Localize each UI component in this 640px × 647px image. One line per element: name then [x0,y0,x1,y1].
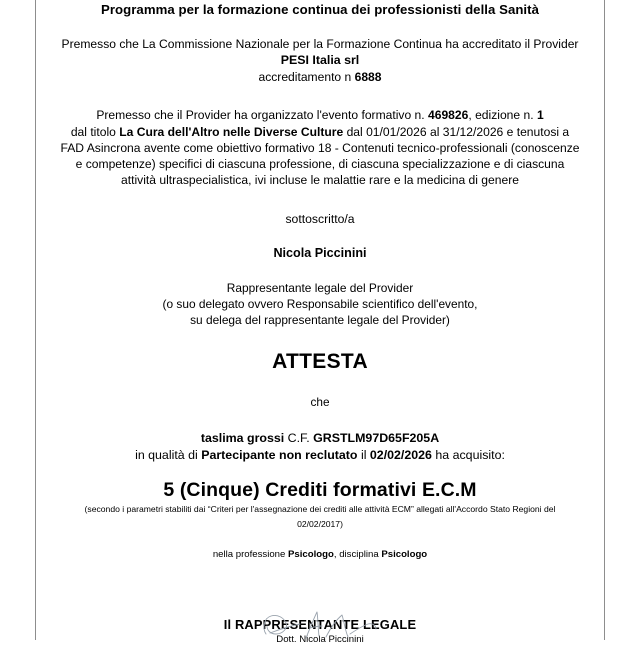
che-label: che [310,394,330,409]
subscriber-label: sottoscritto/a [285,211,355,226]
event-number: 469826 [428,108,469,123]
credits-note-line-2: 02/02/2017) [297,518,343,529]
page-rule-right [604,0,605,640]
spacer [50,189,590,211]
event-line-1-mid: , edizione n. [468,108,537,123]
event-line-2 [50,124,590,140]
page-title: Programma per la formazione continua dei professionisti della Sanità [101,2,539,17]
signatory-role-line-3: su delega del rappresentante legale del Provider) [190,312,450,327]
credits-note-line-1: (secondo i parametri stabiliti dai “Criteri per l'assegnazione dei crediti alle attività ECM” allegati all'Accordo Stato Regioni del [84,503,556,514]
event-line-2-prefix: dal titolo [70,124,120,139]
qualification-prefix: in qualità di [135,447,202,462]
signatory-name: Nicola Piccinini [273,245,367,260]
accreditation-number-line [50,69,590,86]
spacer [50,262,590,280]
discipline-prefix: , disciplina [333,548,382,560]
discipline-value: Psicologo [381,548,428,560]
spacer [50,410,590,430]
qualification-date: 02/02/2026 [369,447,432,462]
attesta-heading: ATTESTA [272,349,368,373]
qualification-line [50,447,590,464]
event-edition-number: 1 [536,108,544,123]
event-line-1-prefix: Premesso che il Provider ha organizzato l'evento formativo n. [96,108,428,123]
spacer [50,227,590,244]
qualification-mid: il [357,447,370,462]
spacer [50,464,590,478]
participant-line [50,430,590,447]
spacer [50,562,590,616]
event-title: La Cura dell'Altro nelle Diverse Culture [119,124,344,139]
fiscal-code: GRSTLM97D65F205A [313,430,440,445]
qualification-role: Partecipante non reclutato [201,447,358,462]
signatory-role-line-2: (o suo delegato ovvero Responsabile scientifico dell'evento, [162,296,478,311]
signatory-role-line-1: Rappresentante legale del Provider [226,280,414,295]
spacer [50,328,590,350]
event-line-1 [50,107,590,123]
event-line-3: FAD Asincrona avente come obiettivo formativo 18 - Contenuti tecnico-professionali (conoscenze [60,140,580,155]
profession-prefix: nella professione [212,548,289,560]
event-line-2-suffix: dal 01/01/2026 al 31/12/2026 e tenutosi a [343,124,570,139]
spacer [50,532,590,548]
profession-line [50,548,590,562]
spacer [50,17,590,36]
certificate-content [36,0,604,647]
accreditation-label: accreditamento n [258,70,355,85]
event-line-4: e competenze) specifici di ciascuna professione, di ciascuna specializzazione e di ciascuna [75,157,565,172]
participant-name: taslima grossi [200,430,285,445]
profession-value: Psicologo [288,548,334,560]
legal-representative-name: Dott. Nicola Piccinini [276,633,364,645]
credits-value: 5 (Cinque) Crediti formativi E.C.M [163,478,477,501]
accreditation-premise: Premesso che La Commissione Nazionale per la Formazione Continua ha accreditato il Provider [61,37,579,51]
event-line-5: attività ultraspecialistica, ivi incluse le malattie rare e la medicina di genere [121,173,519,188]
legal-representative-heading: Il RAPPRESENTANTE LEGALE [223,616,417,632]
spacer [50,86,590,107]
fiscal-code-label: C.F. [284,430,314,445]
provider-name: PESI Italia srl [280,53,360,68]
qualification-suffix: ha acquisito: [431,447,505,462]
spacer [50,374,590,394]
accreditation-number: 6888 [354,70,382,85]
